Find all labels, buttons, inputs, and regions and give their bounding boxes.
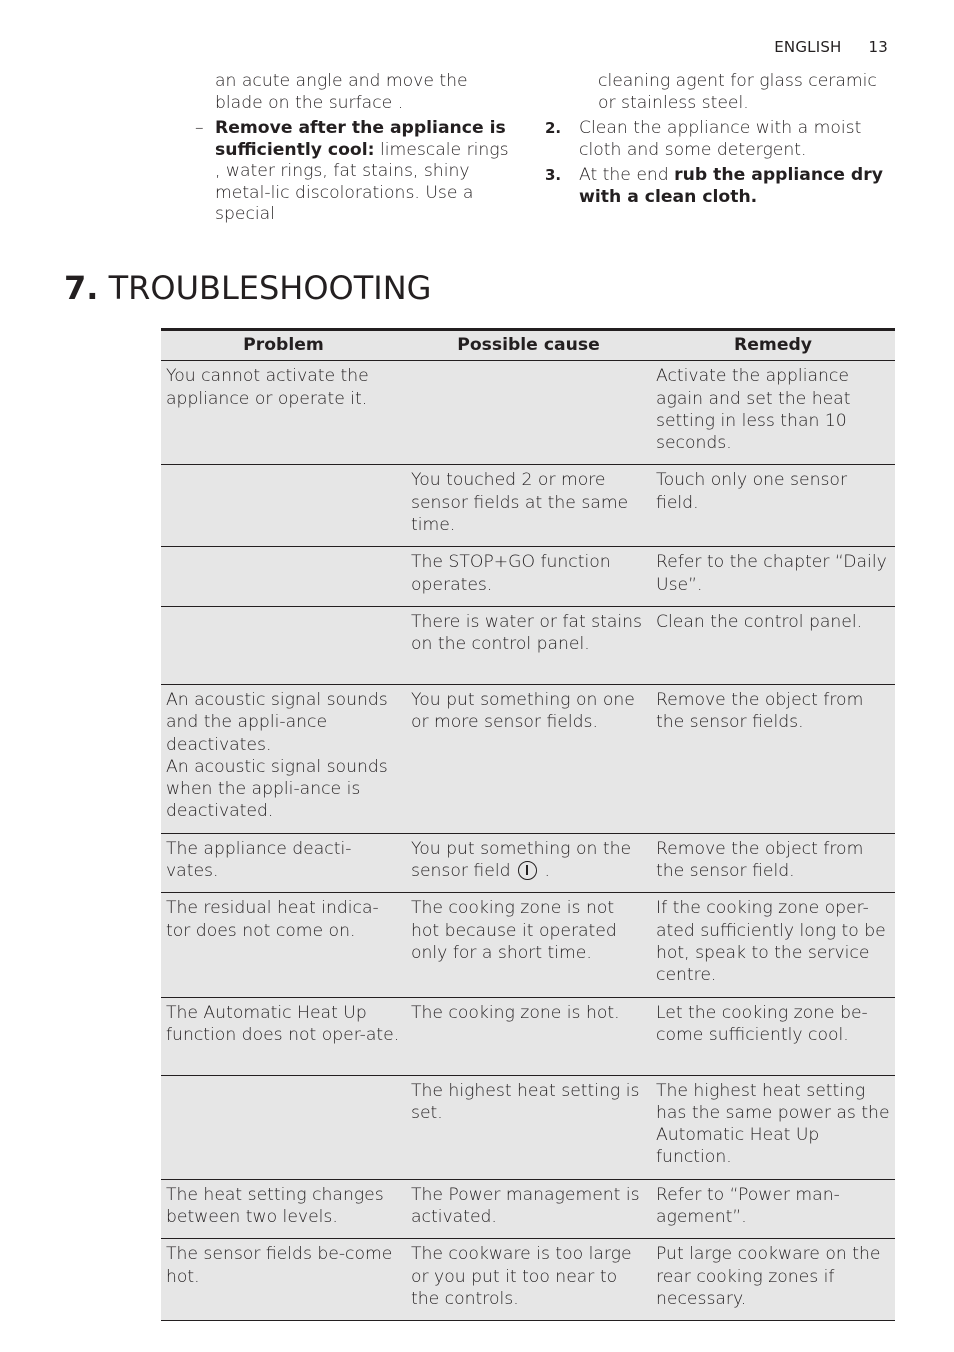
troubleshooting-table xyxy=(161,328,895,1321)
page-header xyxy=(774,38,888,56)
section-title-text: TROUBLESHOOTING xyxy=(108,269,432,307)
table-row xyxy=(161,465,895,547)
column-header-cause: Possible cause xyxy=(406,330,651,361)
remedy-cell: Refer to “Power man-agement”. xyxy=(651,1179,895,1239)
page-number: 13 xyxy=(868,38,888,56)
problem-cell: You cannot activate the appliance or operate it. xyxy=(161,361,406,465)
cause-cell: The cookware is too large or you put it too near to the controls. xyxy=(406,1239,651,1321)
continued-text-right: cleaning agent for glass ceramic or stainless steel. xyxy=(598,71,877,113)
cause-cell xyxy=(406,361,651,465)
problem-text-2: An acoustic signal sounds when the appli-ance is deactivated. xyxy=(166,756,388,822)
cause-cell: There is water or fat stains on the control panel. xyxy=(406,606,651,684)
numbered-item xyxy=(545,118,885,161)
remedy-cell: If the cooking zone oper-ated sufficiently long to be hot, speak to the service centre. xyxy=(651,893,895,997)
cause-cell xyxy=(406,833,651,893)
table-row xyxy=(161,1075,895,1179)
cause-cell: The highest heat setting is set. xyxy=(406,1075,651,1179)
item-number: 3. xyxy=(545,166,562,184)
item-text: Clean the appliance with a moist cloth and some detergent. xyxy=(579,118,862,160)
table-row xyxy=(161,833,895,893)
problem-cell xyxy=(161,465,406,547)
cause-cell: The cooking zone is hot. xyxy=(406,997,651,1075)
problem-cell xyxy=(161,1075,406,1179)
table-row xyxy=(161,361,895,465)
problem-cell xyxy=(161,606,406,684)
table-row xyxy=(161,893,895,997)
dash-item-text: limescale rings , water rings, fat stains, shiny metal-lic discolorations. Use a special xyxy=(215,139,509,224)
cause-cell: You put something on one or more sensor fields. xyxy=(406,684,651,833)
power-icon xyxy=(518,861,537,880)
cause-cell: The Power management is activated. xyxy=(406,1179,651,1239)
table-header-row xyxy=(161,330,895,361)
dash-bullet: – xyxy=(195,118,204,138)
remedy-cell: The highest heat setting has the same power as the Automatic Heat Up function. xyxy=(651,1075,895,1179)
item-text: At the end xyxy=(579,165,675,185)
table-row xyxy=(161,1179,895,1239)
cause-cell: The cooking zone is not hot because it operated only for a short time. xyxy=(406,893,651,997)
dash-item-bold: Remove after the appliance is sufficiently cool: xyxy=(215,118,506,160)
language-label: ENGLISH xyxy=(774,38,842,56)
section-title xyxy=(64,268,431,308)
table-row xyxy=(161,997,895,1075)
problem-cell: The appliance deacti-vates. xyxy=(161,833,406,893)
numbered-item xyxy=(545,165,885,208)
section-number: 7. xyxy=(64,269,99,307)
remedy-cell: Remove the object from the sensor field. xyxy=(651,833,895,893)
item-bold-text: rub the appliance dry with a clean cloth. xyxy=(579,165,883,207)
cause-suffix: . xyxy=(538,861,550,882)
remedy-cell: Clean the control panel. xyxy=(651,606,895,684)
problem-text: An acoustic signal sounds and the appli-ance deactivates. xyxy=(166,689,388,755)
problem-cell xyxy=(161,547,406,607)
table-row xyxy=(161,547,895,607)
column-header-problem: Problem xyxy=(161,330,406,361)
problem-cell xyxy=(161,684,406,833)
dash-list-item xyxy=(195,118,515,226)
table-row xyxy=(161,1239,895,1321)
cause-cell: The STOP+GO function operates. xyxy=(406,547,651,607)
right-column xyxy=(545,71,885,208)
problem-cell: The residual heat indica-tor does not come on. xyxy=(161,893,406,997)
remedy-cell: Activate the appliance again and set the heat setting in less than 10 seconds. xyxy=(651,361,895,465)
table-row xyxy=(161,606,895,684)
cause-cell: You touched 2 or more sensor fields at the same time. xyxy=(406,465,651,547)
cause-text: You put something on the sensor field xyxy=(411,838,632,882)
left-column xyxy=(195,71,515,226)
remedy-cell: Touch only one sensor field. xyxy=(651,465,895,547)
item-number: 2. xyxy=(545,119,562,137)
continued-text: an acute angle and move the blade on the surface . xyxy=(215,71,468,113)
problem-cell: The heat setting changes between two levels. xyxy=(161,1179,406,1239)
remedy-cell: Remove the object from the sensor fields. xyxy=(651,684,895,833)
problem-cell: The sensor fields be-come hot. xyxy=(161,1239,406,1321)
remedy-cell: Let the cooking zone be-come sufficiently cool. xyxy=(651,997,895,1075)
problem-cell: The Automatic Heat Up function does not oper-ate. xyxy=(161,997,406,1075)
column-header-remedy: Remedy xyxy=(651,330,895,361)
remedy-cell: Refer to the chapter “Daily Use”. xyxy=(651,547,895,607)
remedy-cell: Put large cookware on the rear cooking zones if necessary. xyxy=(651,1239,895,1321)
table-row xyxy=(161,684,895,833)
